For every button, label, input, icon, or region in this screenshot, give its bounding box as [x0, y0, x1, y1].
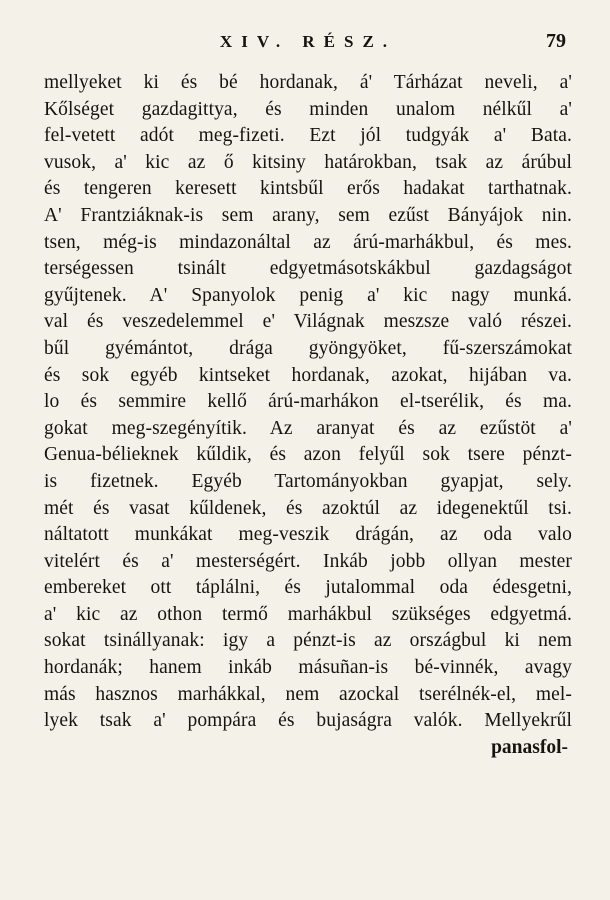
- text-line: sokat tsinállyanak: igy a pénzt-is az országbul ki nem: [44, 630, 572, 652]
- text-line: embereket ott táplálni, és jutalommal oda édesgetni,: [44, 577, 572, 599]
- text-line: és tengeren keresett kintsbűl erős hadakat tarthatnak.: [44, 178, 572, 200]
- text-line: gyűjtenek. A' Spanyolok penig a' kic nagy munká.: [44, 284, 572, 306]
- text-line: gokat meg-szegényítik. Az aranyat és az ezűstöt a': [44, 417, 572, 439]
- text-line: terségessen tsinált edgyetmásotskákbul gazdagságot: [44, 258, 572, 280]
- text-line: és sok egyéb kintseket hordanak, azokat, hijában va.: [44, 364, 572, 386]
- text-line: tsen, még-is mindazonáltal az árú-marhákbul, és mes.: [44, 231, 572, 253]
- text-line: A' Frantziáknak-is sem arany, sem ezűst Bányájok nin.: [44, 204, 572, 226]
- body-text: [44, 70, 572, 735]
- catchword: panasfol-: [491, 736, 568, 758]
- text-line: vusok, a' kic az ő kitsiny határokban, tsak az árúbul: [44, 151, 572, 173]
- text-line: vitelért és a' mesterségért. Inkáb jobb ollyan mester: [44, 550, 572, 572]
- text-line: lyek tsak a' pompára és bujaságra valók. Mellyekrűl: [44, 710, 572, 732]
- text-line: a' kic az othon termő marhákbul szükséges edgyetmá.: [44, 603, 572, 625]
- text-line: val és veszedelemmel e' Világnak meszsze való részei.: [44, 311, 572, 333]
- text-line: Genua-bélieknek kűldik, és azon felyűl sok tsere pénzt-: [44, 444, 572, 466]
- text-line: mellyeket ki és bé hordanak, á' Tárházat neveli, a': [44, 72, 572, 93]
- section-title: XIV. RÉSZ.: [219, 32, 397, 51]
- text-line: mét és vasat kűldenek, és azoktúl az idegenektűl tsi.: [44, 497, 572, 519]
- text-line: hordanák; hanem inkáb másuñan-is bé-vinnék, avagy: [44, 657, 572, 679]
- page-number: 79: [546, 30, 566, 52]
- text-line: náltatott munkákat meg-veszik drágán, az oda valo: [44, 524, 572, 546]
- text-line: is fizetnek. Egyéb Tartományokban gyapjat, sely.: [44, 470, 572, 492]
- text-line: lo és semmire kellő árú-marhákon el-tserélik, és ma.: [44, 391, 572, 413]
- text-line: más hasznos marhákkal, nem azockal tserélnék-el, mel-: [44, 683, 572, 705]
- running-head: [44, 28, 572, 64]
- text-line: Kőlséget gazdagittya, és minden unalom nélkűl a': [44, 98, 572, 120]
- text-line: bűl gyémántot, drága gyöngyöket, fű-szerszámokat: [44, 337, 572, 359]
- text-line: fel-vetett adót meg-fizeti. Ezt jól tudgyák a' Bata.: [44, 125, 572, 147]
